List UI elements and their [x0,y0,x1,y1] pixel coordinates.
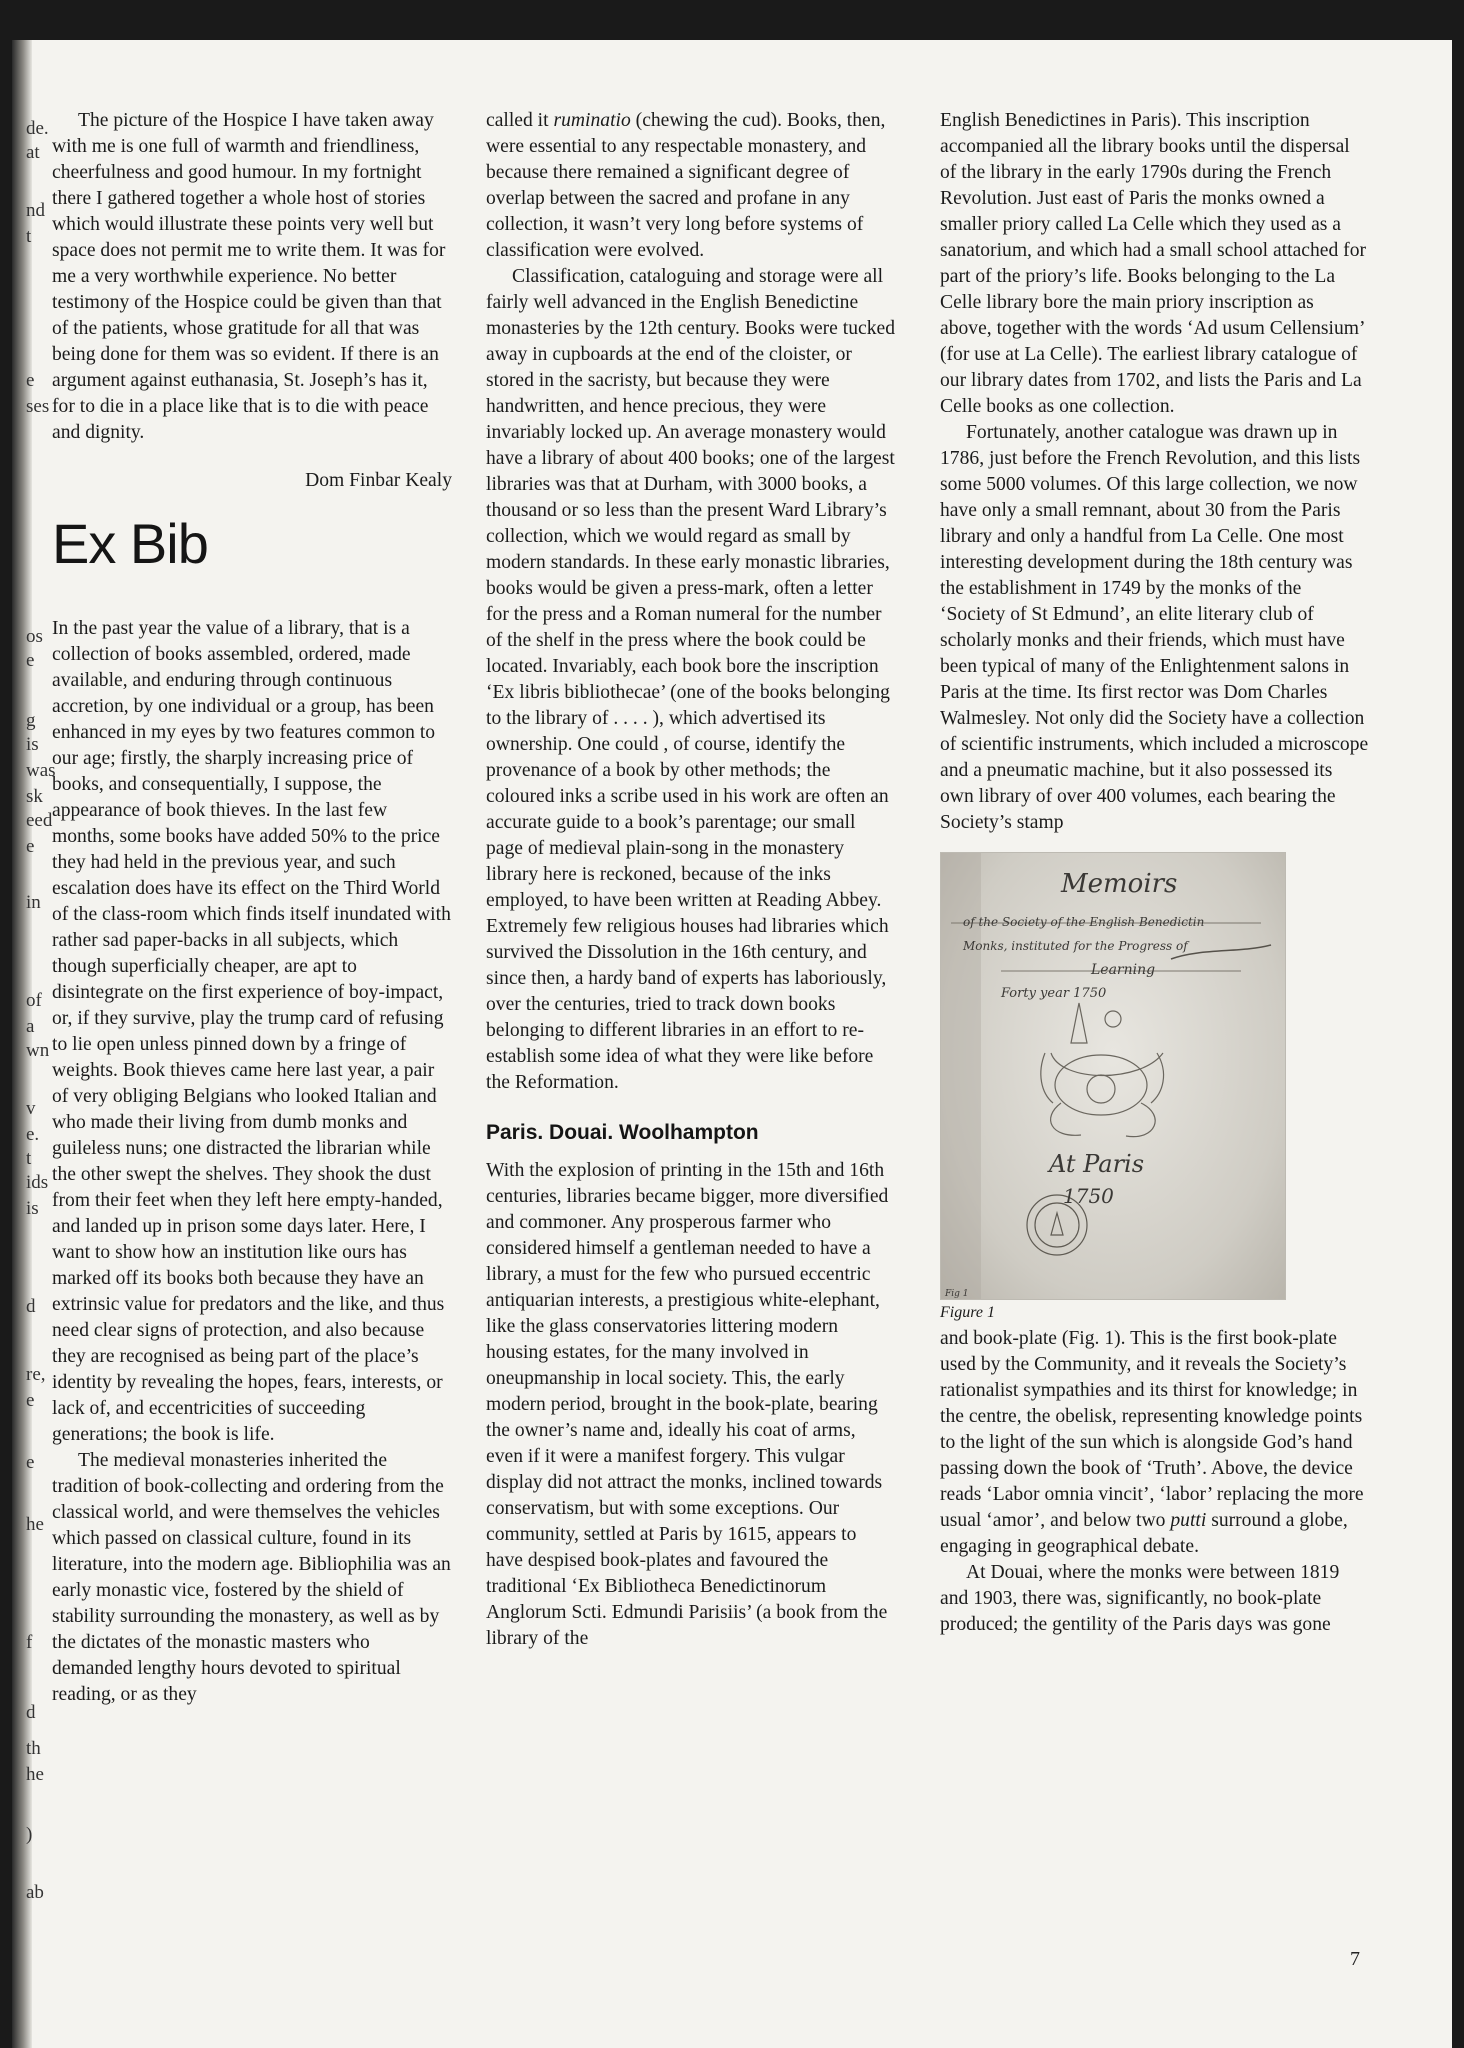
edge-fragment: f [26,1632,33,1653]
edge-fragment: d [26,1296,36,1317]
edge-fragment: ids [26,1172,49,1193]
body-paragraph: At Douai, where the monks were between 1819 and 1903, there was, significantly, no book-plate produced; the gentility of the Paris days was gone [940,1562,1340,1635]
edge-fragment: he [26,1764,44,1785]
body-paragraph: The medieval monasteries inherited the tradition of book-collecting and ordering from the classical world, and were themselves the vehicles which passed on classical culture, found in its literature, into the modern age. Bibliophilia was an early monastic vice, fostered by the shield of stability surrounding the monastery, as well as by the dictates of the monastic masters who demanded lengthy hours devoted to spiritual reading, or as they [52,1450,451,1705]
edge-fragment: sk [26,786,43,807]
figure-caption: Figure 1 [940,1304,995,1321]
edge-fragment: g [26,710,36,731]
bookplate-line: of the Society of the English Benedictin [963,915,1205,929]
body-text: called it [486,110,554,131]
bookplate-line: At Paris [1049,1150,1145,1178]
edge-fragment: e [26,1390,35,1411]
bookplate-line: Forty year 1750 [1001,986,1107,1001]
body-paragraph: In the past year the value of a library, that is a collection of books assembled, ordered, made available, and enduring through continuous accretion, by one individual or a group, has been enhanced in my eyes by two features common to our age; firstly, the sharply increasing price of books, and consequentially, I suppose, the appearance of book thieves. In the last few months, some books have added 50% to the price they had held in the previous year, and such escalation does have its effect on the Third World of the class-room which finds itself inundated with rather sad paper-backs in all subjects, which though superficially cheaper, are apt to disintegrate on the first experience of boy-impact, or, if they survive, play the trump card of refusing to lie open unless pinned down by a fringe of weights. Book thieves came here last year, a pair of very obliging Belgians who looked Italian and who made their living from dumb monks and guileless nuns; one distracted the librarian while the other swept the shelves. They shook the dust from their feet when they left here empty-handed, and landed up in prison some days later. Here, I want to show how an institution like ours has marked off its books both because they have an extrinsic value for predators and the like, and thus need clear signs of protection, and also because they are recognised as being part of the place’s identity by revealing the hopes, fears, interests, or lack of, and eccentricities of succeeding generations; the book is life. [52,618,451,1445]
edge-fragment: d [26,1702,36,1723]
body-text: (chewing the cud). Books, then, were essential to any respectable monastery, and because there remained a significant degree of overlap between the sacred and profane in any collection, it wasn’t very long before systems of classification were evolved. [486,110,886,261]
edge-fragment: is [26,734,39,755]
bookplate-line: Memoirs [1061,869,1178,899]
hospice-closing-paragraph: The picture of the Hospice I have taken away with me is one full of warmth and friendliness, cheerfulness and good humour. In my fortnight there I gathered together a whole host of stories which would illustrate these points very well but space does not permit me to write them. It was for me a very worthwhile experience. No better testimony of the Hospice could be given than that of the patients, whose gratitude for all that was being done for them was so evident. If there is an argument against euthanasia, St. Joseph’s has it, for to die in a place like that is to die with peace and dignity. [52,110,446,443]
column-2 [486,108,896,1652]
body-paragraph: With the explosion of printing in the 15th and 16th centuries, libraries became bigger, more diversified and commoner. Any prosperous farmer who considered himself a gentleman needed to have a library, a must for the few who pursued eccentric antiquarian interests, a prestigious white-elephant, like the glass conservatories littering modern housing estates, for the many involved in oneupmanship in local society. This, the early modern period, brought in the book-plate, bearing the owner’s name and, ideally his coat of arms, even if it were a manifest forgery. This vulgar display did not attract the monks, inclined towards conservatism, but with some exceptions. Our community, settled at Paris by 1615, appears to have despised book-plates and favoured the traditional ‘Ex Bibliotheca Benedictinorum Anglorum Scti. Edmundi Parisiis’ (a book from the library of the [486,1160,889,1649]
engraving-device [1041,1003,1164,1137]
edge-fragment: e [26,370,35,391]
edge-fragment: was [26,760,56,781]
bookplate-line: Learning [1091,962,1156,978]
bookplate-line: 1750 [1063,1184,1114,1208]
magazine-page [12,40,1452,2048]
edge-fragment: ab [26,1882,44,1903]
body-paragraph: Classification, cataloguing and storage were all fairly well advanced in the English Benedictine monasteries by the 12th century. Books were tucked away in cupboards at the end of the cloister, or stored in the sacristy, but because they were handwritten, and hence precious, they were invariably locked up. An average monastery would have a library of about 400 books; one of the largest libraries was that at Durham, with 3000 books, a thousand or so less than the present Ward Library’s collection, which we would regard as small by modern standards. In these early monastic libraries, books would be given a press-mark, often a letter for the press and a Roman numeral for the number of the shelf in the press where the book could be located. Invariably, each book bore the inscription ‘Ex libris bibliothecae’ (one of the books belonging to the library of . . . . ), which advertised its ownership. One could , of course, identify the provenance of a book by other methods; the coloured inks a scribe used in his work are often an accurate guide to a book’s parentage; our small page of medieval plain-song in the monastery library here is reckoned, because of the inks employed, to have been written at Reading Abbey. Extremely few religious houses had libraries which survived the Dissolution in the 16th century, and since then, a hardy band of experts has laboriously, over the centuries, tried to track down books belonging to different libraries in an effort to re-establish some idea of what they were like before the Reformation. [486,266,895,1093]
body-text: surround a globe, engaging in geographical debate. [940,1510,1348,1557]
edge-fragment: he [26,1514,44,1535]
edge-fragment: v [26,1098,36,1119]
article-title: Ex Bib [52,512,208,575]
edge-fragment: wn [26,1040,50,1061]
column-3 [940,108,1370,1638]
edge-fragment: e [26,1452,35,1473]
body-paragraph: English Benedictines in Paris). This inscription accompanied all the library books until the dispersal of the library in the early 1790s during the French Revolution. Just east of Paris the monks owned a smaller priory called La Celle which they used as a sanatorium, and which had a small school attached for part of the priory’s life. Books belonging to the La Celle library bore the main priory inscription as above, together with the words ‘Ad usum Cellensium’ (for use at La Celle). The earliest library catalogue of our library dates from 1702, and lists the Paris and La Celle books as one collection. [940,110,1367,417]
edge-fragment: a [26,1016,35,1037]
edge-fragment: t [26,226,32,247]
edge-fragment: re, [26,1364,46,1385]
edge-fragment: e [26,650,35,671]
emphasis-text: putti [1170,1510,1207,1531]
author-signature: Dom Finbar Kealy [305,470,452,491]
edge-fragment: eed [26,810,53,831]
edge-fragment: e. [26,1124,40,1145]
edge-fragment: nd [26,200,45,221]
edge-fragment: of [26,990,42,1011]
edge-fragment: in [26,892,41,913]
page-number: 7 [1350,1948,1360,1970]
body-text: and book-plate (Fig. 1). This is the first book-plate used by the Community, and it reveals the Society’s rationalist sympathies and its thirst for knowledge; in the centre, the obelisk, representing knowledge points to the light of the sun which is alongside God’s hand passing down the book of ‘Truth’. Above, the device reads ‘Labor omnia vincit’, ‘labor’ replacing the more usual ‘amor’, and below two [940,1328,1364,1531]
column-1 [52,108,452,1708]
edge-fragment: os [26,626,43,647]
body-paragraph [940,1326,1370,1560]
edge-fragment: e [26,836,35,857]
edge-fragment: th [26,1738,41,1759]
body-paragraph: Fortunately, another catalogue was drawn up in 1786, just before the French Revolution, and this lists some 5000 volumes. Of this large collection, we now have only a small remnant, about 30 from the Paris library and only a handful from La Celle. One most interesting development during the 18th century was the establishment in 1749 by the monks of the ‘Society of St Edmund’, an elite literary club of scholarly monks and their friends, which must have been typical of many of the Enlightenment salons in Paris at the time. Its first rector was Dom Charles Walmesley. Not only did the Society have a collection of scientific instruments, which included a microscope and a pneumatic machine, but it also possessed its own library of over 400 volumes, each bearing the Society’s stamp [940,422,1369,833]
body-paragraph [486,108,896,264]
edge-fragment: at [26,142,40,163]
edge-fragment: de. [26,118,49,139]
section-subheading: Paris. Douai. Woolhampton [486,1121,759,1144]
figure-corner-mark: Fig 1 [945,1289,969,1299]
edge-fragment: t [26,1148,32,1169]
edge-fragment: is [26,1198,39,1219]
bookplate-line: Monks, instituted for the Progress of [963,939,1188,953]
edge-fragment: ses [26,396,50,417]
edge-fragment: ) [26,1824,33,1845]
emphasis-text: ruminatio [553,110,631,131]
bookplate-figure [940,852,1286,1300]
